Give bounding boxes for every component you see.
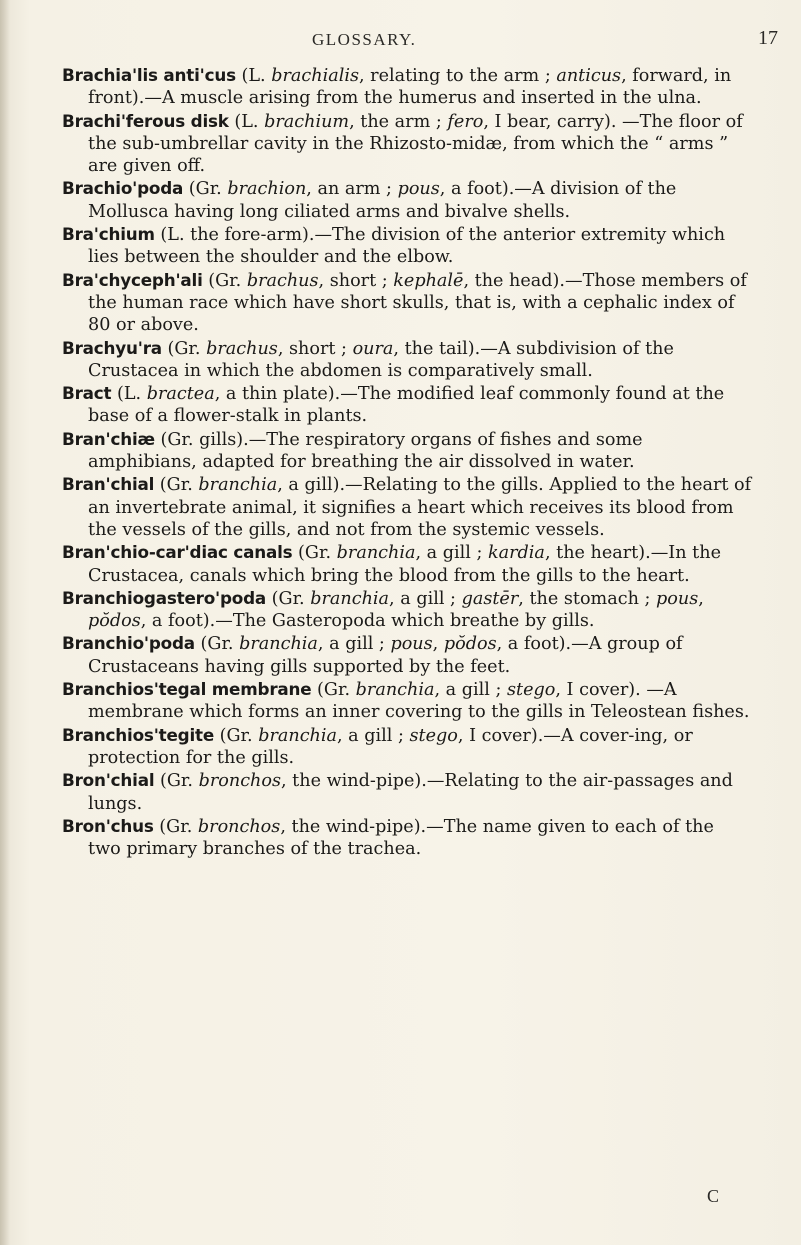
definition-text: (L.: [235, 66, 272, 86]
etymology-word: brachium: [264, 111, 350, 132]
definition-text: , I bear, carry). —The floor of the sub-umbrellar cavity in the Rhizosto-midæ, from which the “ arms ” are given off.: [88, 111, 743, 177]
definition-text: , a foot).—A division of the Mollusca having long ciliated arms and bivalve shells.: [88, 179, 677, 222]
definition-text: , a gill ;: [434, 680, 507, 701]
definition-text: , the wind-pipe).—Relating to the air-passages and lungs.: [88, 771, 733, 814]
entry-term: Branchios'tegite: [62, 724, 215, 745]
running-header: [0, 24, 801, 54]
definition-text: , an arm ;: [306, 179, 398, 200]
definition-text: (L.: [228, 111, 265, 132]
etymology-word: pous: [390, 634, 433, 655]
definition-text: , a foot).—The Gasteropoda which breathe by gills.: [140, 611, 595, 632]
entry-term: Bran'chial: [62, 474, 155, 495]
definition-text: (Gr.: [266, 588, 311, 609]
definition-text: (Gr.: [161, 338, 207, 359]
etymology-word: brachialis: [271, 66, 359, 86]
entry-term: Bron'chial: [62, 770, 155, 791]
definition-text: , short ;: [318, 270, 394, 291]
etymology-word: brachion: [227, 179, 307, 200]
etymology-word: brachus: [206, 338, 278, 359]
glossary-entry: [62, 382, 752, 428]
definition-text: , the arm ;: [349, 111, 448, 132]
glossary-entry: [62, 632, 752, 678]
etymology-word: brachus: [246, 270, 319, 291]
glossary-entry: [62, 587, 752, 633]
glossary-entry: [62, 110, 752, 178]
glossary-entries: [62, 64, 752, 860]
spine-shadow: [0, 0, 10, 1245]
glossary-entry: [62, 473, 752, 541]
etymology-word: branchia: [336, 543, 416, 564]
definition-text: , the tail).—A subdivision of the Crustacea in which the abdomen is comparatively small.: [88, 338, 674, 381]
definition-text: , the heart).—In the Crustacea, canals which bring the blood from the gills to the heart.: [88, 543, 721, 586]
signature-mark: C: [707, 1186, 720, 1206]
etymology-word: branchia: [310, 588, 390, 609]
etymology-word: fero: [447, 111, 484, 132]
definition-text: (Gr.: [311, 680, 356, 701]
etymology-word: pŏdos: [443, 634, 497, 655]
definition-text: , the wind-pipe).—The name given to each of the two primary branches of the trachea.: [88, 816, 714, 860]
definition-text: , a gill ;: [337, 725, 410, 746]
etymology-word: bronchos: [198, 771, 281, 792]
entry-term: Bran'chio-car'diac canals: [62, 542, 293, 563]
glossary-entry: [62, 428, 752, 474]
entry-term: Bract: [62, 383, 112, 404]
definition-text: , a gill ;: [317, 634, 391, 655]
definition-text: , a thin plate).—The modified leaf commonly found at the base of a flower-stalk in plants.: [88, 384, 725, 427]
etymology-word: branchia: [239, 634, 318, 655]
etymology-word: stego: [409, 725, 458, 746]
definition-text: (Gr.: [154, 771, 199, 792]
entry-term: Bra'chyceph'ali: [62, 269, 203, 290]
definition-text: , I cover). —A membrane which forms an inner covering to the gills in Teleostean fishes.: [88, 680, 750, 723]
glossary-entry: [62, 177, 752, 223]
etymology-word: pŏdos: [88, 611, 141, 632]
definition-text: (L.: [111, 384, 147, 405]
etymology-word: bractea: [146, 384, 215, 405]
entry-term: Bra'chium: [62, 224, 155, 245]
glossary-entry: [62, 269, 752, 337]
definition-text: (Gr.: [153, 816, 198, 837]
entry-term: Bron'chus: [62, 815, 154, 836]
etymology-word: branchia: [355, 680, 435, 701]
entry-term: Branchios'tegal membrane: [62, 679, 312, 700]
definition-text: ,: [698, 588, 704, 609]
definition-text: , I cover).—A cover-ing, or protection for the gills.: [88, 725, 693, 768]
glossary-entry: [62, 64, 752, 110]
definition-text: (Gr.: [183, 179, 228, 200]
definition-text: (Gr.: [214, 725, 259, 746]
etymology-word: anticus: [556, 66, 622, 86]
definition-text: , a gill ;: [389, 588, 462, 609]
etymology-word: gastēr: [461, 588, 519, 609]
entry-term: Bran'chiæ: [62, 428, 155, 449]
etymology-word: kardia: [487, 543, 545, 564]
glossary-entry: [62, 223, 752, 269]
etymology-word: stego: [506, 680, 556, 701]
definition-text: , forward, in front).—A muscle arising from the humerus and inserted in the ulna.: [88, 66, 732, 109]
entry-term: Branchiogastero'poda: [62, 587, 267, 608]
definition-text: (Gr.: [154, 475, 199, 496]
etymology-word: pous: [397, 179, 440, 200]
glossary-entry: [62, 769, 752, 815]
etymology-word: branchia: [198, 475, 278, 496]
etymology-word: kephalē: [393, 270, 464, 291]
etymology-word: pous: [656, 588, 699, 609]
glossary-entry: [62, 337, 752, 383]
definition-text: , relating to the arm ;: [358, 66, 557, 86]
entry-term: Brachyu'ra: [62, 337, 162, 358]
definition-text: (Gr. gills).—The respiratory organs of fishes and some amphibians, adapted for breathing the air dissolved in water.: [88, 429, 643, 473]
page-number: 17: [758, 27, 778, 49]
definition-text: , the head).—Those members of the human race which have short skulls, that is, with a cephalic index of 80 or above.: [88, 270, 747, 336]
entry-term: Brachi'ferous disk: [62, 110, 229, 131]
glossary-entry: [62, 678, 752, 724]
definition-text: ,: [432, 634, 444, 655]
definition-text: , a gill ;: [415, 543, 488, 564]
definition-text: (L. the fore-arm).—The division of the anterior extremity which lies between the shoulder and the elbow.: [88, 225, 726, 268]
page-title: GLOSSARY.: [312, 30, 417, 49]
definition-text: , a foot).—A group of Crustaceans having gills supported by the feet.: [88, 634, 683, 677]
definition-text: (Gr.: [194, 634, 240, 655]
entry-term: Brachio'poda: [62, 178, 184, 199]
entry-term: Branchio'poda: [62, 633, 195, 654]
etymology-word: oura: [352, 338, 394, 359]
glossary-entry: [62, 724, 752, 770]
definition-text: (Gr.: [202, 270, 247, 291]
glossary-entry: [62, 541, 752, 587]
etymology-word: bronchos: [197, 816, 281, 837]
etymology-word: branchia: [258, 725, 337, 746]
glossary-entry: [62, 815, 752, 861]
definition-text: , short ;: [277, 338, 353, 359]
definition-text: , the stomach ;: [518, 588, 657, 609]
entry-term: Brachia'lis anti'cus: [62, 65, 236, 85]
definition-text: (Gr.: [292, 543, 337, 564]
definition-text: , a gill).—Relating to the gills. Applied to the heart of an invertebrate animal, it signifies a heart which receives its blood from the vessels of the gills, and not from the systemic vessels.: [88, 475, 752, 540]
